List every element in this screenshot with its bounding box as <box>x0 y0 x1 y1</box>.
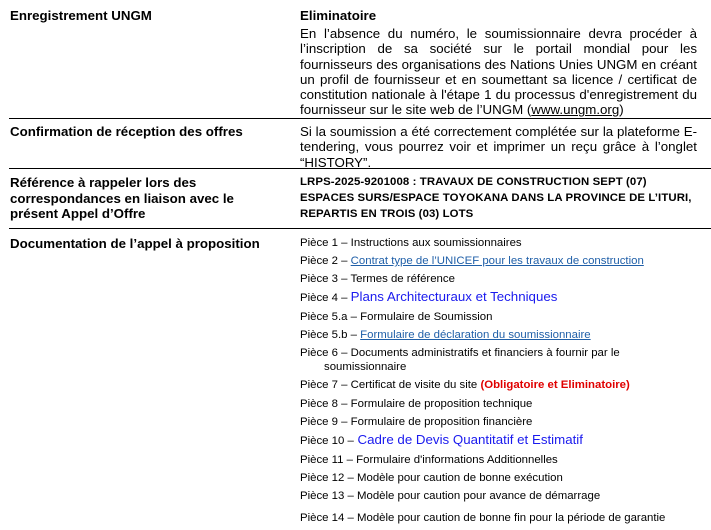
piece-7 <box>300 378 630 392</box>
piece-2-link[interactable]: Contrat type de l’UNICEF pour les travaux de construction <box>350 255 644 267</box>
piece-9: Pièce 9 – Formulaire de proposition financière <box>300 416 533 428</box>
piece-8: Pièce 8 – Formulaire de proposition technique <box>300 398 533 410</box>
label-confirmation: Confirmation de réception des offres <box>10 124 243 139</box>
piece-10-link[interactable]: Cadre de Devis Quantitatif et Estimatif <box>353 432 583 447</box>
ungm-title: Eliminatoire <box>300 8 377 23</box>
confirmation-body: Si la soumission a été correctement complétée sur la plateforme E-tendering, vous pourrez voir et imprimer un reçu grâce à l’onglet “HISTORY”. <box>300 124 697 170</box>
piece-5a: Pièce 5.a – Formulaire de Soumission <box>300 311 493 323</box>
piece-7-prefix: Pièce 7 – Certificat de visite du site <box>300 379 481 391</box>
ungm-body <box>300 26 697 118</box>
ungm-link[interactable]: www.ungm.org <box>531 102 620 118</box>
piece-5b-link[interactable]: Formulaire de déclaration du soumissionnaire <box>360 329 591 341</box>
piece-6 <box>300 346 680 374</box>
divider-2 <box>9 168 711 169</box>
piece-11: Pièce 11 – Formulaire d'informations Additionnelles <box>300 454 558 466</box>
label-reference: Référence à rappeler lors des correspondances en liaison avec le présent Appel d’Offre <box>10 175 234 221</box>
piece-14: Pièce 14 – Modèle pour caution de bonne fin pour la période de garantie <box>300 512 666 524</box>
ungm-body-text: En l’absence du numéro, le soumissionnaire devra procéder à l’inscription de sa société sur le portail mondial pour les fournisseurs des organisations des Nations Unies UNGM en créant un profil de fournisseur et en soumettant sa licence / certificat de constitution nationale à l'étape 1 du processus d'enregistrement du fournisseur sur le site web de l’UNGM ( <box>300 26 697 118</box>
piece-5b-prefix: Pièce 5.b – <box>300 329 361 341</box>
piece-1: Pièce 1 – Instructions aux soumissionnaires <box>300 237 522 249</box>
piece-2-prefix: Pièce 2 – <box>300 255 351 267</box>
piece-5b <box>300 328 591 342</box>
piece-4-link[interactable]: Plans Architecturaux et Techniques <box>350 289 558 304</box>
divider-1 <box>9 118 711 119</box>
label-documentation: Documentation de l’appel à proposition <box>10 236 260 251</box>
piece-12: Pièce 12 – Modèle pour caution de bonne exécution <box>300 472 563 484</box>
piece-6-line2: soumissionnaire <box>324 361 407 373</box>
piece-4-prefix: Pièce 4 – <box>300 292 351 304</box>
piece-4 <box>300 290 557 305</box>
piece-6-line1: Pièce 6 – Documents administratifs et financiers à fournir par le <box>300 347 620 359</box>
piece-7-mandatory: (Obligatoire et Eliminatoire) <box>480 379 630 391</box>
piece-2 <box>300 254 644 268</box>
ungm-body-end: ) <box>619 102 624 118</box>
divider-3 <box>9 228 711 229</box>
piece-13: Pièce 13 – Modèle pour caution pour avance de démarrage <box>300 490 601 502</box>
piece-3: Pièce 3 – Termes de référence <box>300 273 455 285</box>
label-ungm: Enregistrement UNGM <box>10 8 152 23</box>
reference-body: LRPS-2025-9201008 : TRAVAUX DE CONSTRUCTION SEPT (07) ESPACES SURS/ESPACE TOYOKANA DANS LA PROVINCE DE L’ITURI, REPARTIS EN TROIS (03) LOTS <box>300 176 692 220</box>
piece-10-prefix: Pièce 10 – <box>300 435 354 447</box>
piece-10 <box>300 433 583 448</box>
